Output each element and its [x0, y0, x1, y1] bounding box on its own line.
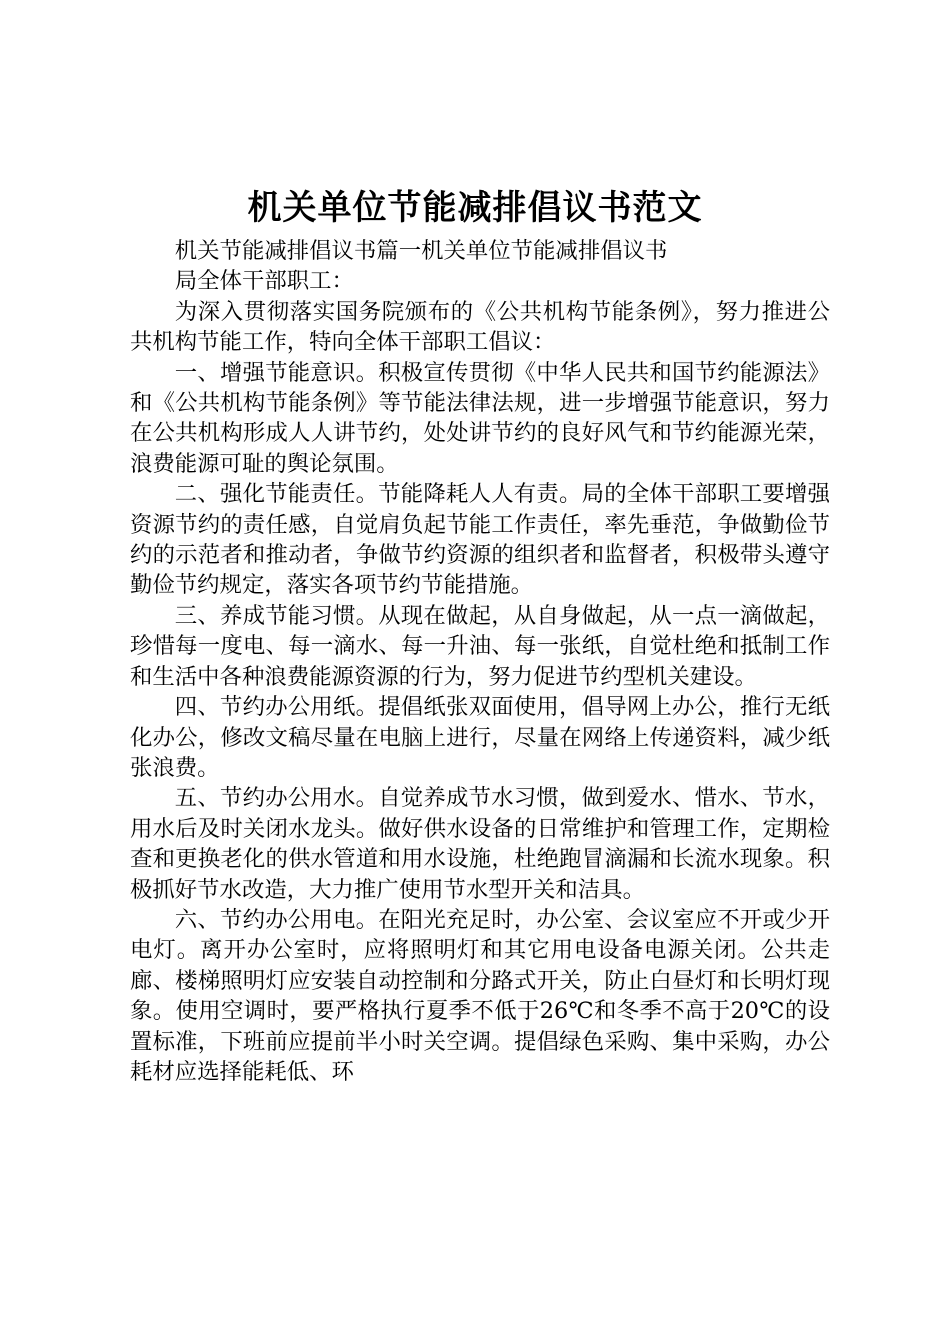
paragraph-item-4: 四、节约办公用纸。提倡纸张双面使用，倡导网上办公，推行无纸化办公，修改文稿尽量在电脑上进行，尽量在网络上传递资料，减少纸张浪费。: [130, 694, 830, 781]
paragraph-preamble: 为深入贯彻落实国务院颁布的《公共机构节能条例》，努力推进公共机构节能工作，特向全体干部职工倡议：: [130, 298, 830, 356]
document-title: 机关单位节能减排倡议书范文: [247, 188, 703, 228]
paragraph-item-6: 六、节约办公用电。在阳光充足时，办公室、会议室应不开或少开电灯。离开办公室时，应将照明灯和其它用电设备电源关闭。公共走廊、楼梯照明灯应安装自动控制和分路式开关，防止白昼灯和长明灯现象。使用空调时，要严格执行夏季不低于26℃和冬季不高于20℃的设置标准，下班前应提前半小时关空调。提倡绿色采购、集中采购，办公耗材应选择能耗低、环: [130, 906, 830, 1085]
paragraph-intro-heading: 机关节能减排倡议书篇一机关单位节能减排倡议书: [174, 238, 668, 264]
paragraph-item-3: 三、养成节能习惯。从现在做起，从自身做起，从一点一滴做起，珍惜每一度电、每一滴水、每一升油、每一张纸，自觉杜绝和抵制工作和生活中各种浪费能源资源的行为，努力促进节约型机关建设。: [130, 602, 830, 690]
paragraph-item-2: 二、强化节能责任。节能降耗人人有责。局的全体干部职工要增强资源节约的责任感，自觉肩负起节能工作责任，率先垂范，争做勤俭节约的示范者和推动者，争做节约资源的组织者和监督者，积极带头遵守勤俭节约规定，落实各项节约节能措施。: [130, 481, 830, 599]
paragraph-salutation: 局全体干部职工：: [174, 268, 354, 295]
paragraph-item-1: 一、增强节能意识。积极宣传贯彻《中华人民共和国节约能源法》和《公共机构节能条例》等节能法律法规，进一步增强节能意识，努力在公共机构形成人人讲节约，处处讲节约的良好风气和节约能源光荣，浪费能源可耻的舆论氛围。: [130, 359, 830, 477]
document-body: [130, 236, 830, 1087]
paragraph-item-5: 五、节约办公用水。自觉养成节水习惯，做到爱水、惜水、节水，用水后及时关闭水龙头。做好供水设备的日常维护和管理工作，定期检查和更换老化的供水管道和用水设施，杜绝跑冒滴漏和长流水现象。积极抓好节水改造，大力推广使用节水型开关和洁具。: [130, 785, 830, 903]
